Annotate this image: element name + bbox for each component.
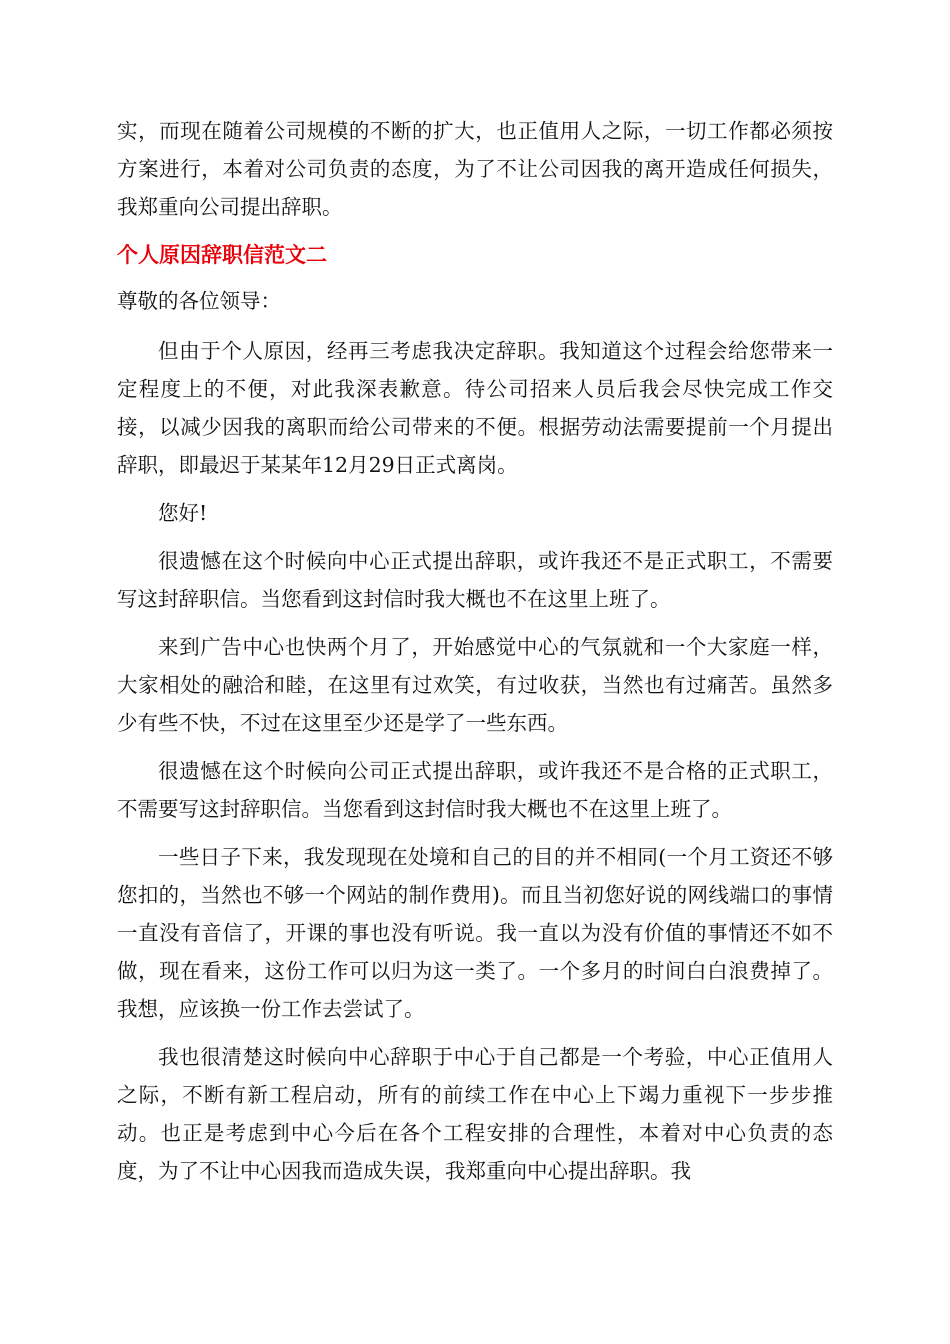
greeting-paragraph: 您好! [158,501,208,525]
body-paragraph-4: 很遗憾在这个时候向公司正式提出辞职，或许我还不是合格的正式职工，不需要写这封辞职信。当您看到这封信时我大概也不在这里上班了。 [117,759,833,821]
body-paragraph-1: 但由于个人原因，经再三考虑我决定辞职。我知道这个过程会给您带来一定程度上的不便，对此我深表歉意。待公司招来人员后我会尽快完成工作交接，以减少因我的离职而给公司带来的不便。根据劳动法需要提前一个月提出辞职，即最迟于某某年12月29日正式离岗。 [117,339,833,477]
body-paragraph-6: 我也很清楚这时候向中心辞职于中心于自己都是一个考验，中心正值用人之际，不断有新工程启动，所有的前续工作在中心上下竭力重视下一步步推动。也正是考虑到中心今后在各个工程安排的合理性，本着对中心负责的态度，为了不让中心因我而造成失误，我郑重向中心提出辞职。我 [117,1045,833,1183]
intro-paragraph: 实，而现在随着公司规模的不断的扩大，也正值用人之际，一切工作都必须按方案进行，本着对公司负责的态度，为了不让公司因我的离开造成任何损失，我郑重向公司提出辞职。 [117,119,833,219]
body-paragraph-5: 一些日子下来，我发现现在处境和自己的目的并不相同(一个月工资还不够您扣的，当然也不够一个网站的制作费用)。而且当初您好说的网线端口的事情一直没有音信了，开课的事也没有听说。我一直以为没有价值的事情还不如不做，现在看来，这份工作可以归为这一类了。一个多月的时间白白浪费掉了。我想，应该换一份工作去尝试了。 [117,845,833,1021]
salutation: 尊敬的各位领导： [117,289,281,313]
document-body [117,112,833,1200]
body-paragraph-2: 很遗憾在这个时候向中心正式提出辞职，或许我还不是正式职工，不需要写这封辞职信。当您看到这封信时我大概也不在这里上班了。 [117,549,833,611]
section-heading: 个人原因辞职信范文二 [117,243,327,267]
body-paragraph-3: 来到广告中心也快两个月了，开始感觉中心的气氛就和一个大家庭一样，大家相处的融洽和睦，在这里有过欢笑，有过收获，当然也有过痛苦。虽然多少有些不快，不过在这里至少还是学了一些东西。 [117,635,833,735]
